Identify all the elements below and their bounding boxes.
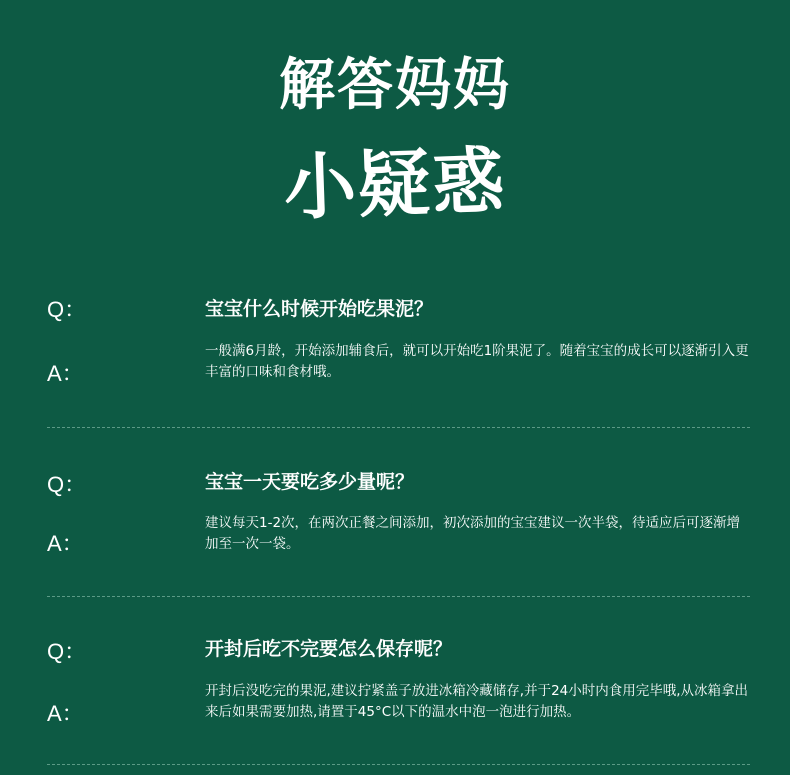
question-marker: Q： (47, 297, 87, 322)
question-text: 宝宝一天要吃多少量呢？ (205, 471, 415, 493)
question-text: 开封后吃不完要怎么保存呢？ (205, 638, 453, 660)
answer-text: 一般满6月龄，开始添加辅食后，就可以开始吃1阶果泥了。随着宝宝的成长可以逐渐引入更丰富的口味和食材哦。 (205, 343, 749, 380)
question-marker: Q： (47, 472, 87, 497)
question-text: 宝宝什么时候开始吃果泥？ (205, 298, 434, 320)
page-title: 解答妈妈 (279, 53, 511, 118)
answer-text: 建议每天1-2次，在两次正餐之间添加，初次添加的宝宝建议一次半袋，待适应后可逐渐增加至一次一袋。 (205, 515, 741, 552)
divider (47, 764, 750, 765)
answer-marker: A： (47, 531, 84, 556)
answer-marker: A： (47, 361, 84, 386)
answer-marker: A： (47, 701, 84, 726)
page-subtitle: 小疑惑 (282, 138, 508, 230)
divider (47, 427, 750, 428)
answer-text: 开封后没吃完的果泥,建议拧紧盖子放进冰箱冷藏储存,并于24小时内食用完毕哦,从冰箱拿出来后如果需要加热,请置于45°C以下的温水中泡一泡进行加热。 (205, 683, 749, 720)
divider (47, 596, 750, 597)
question-marker: Q： (47, 639, 87, 664)
